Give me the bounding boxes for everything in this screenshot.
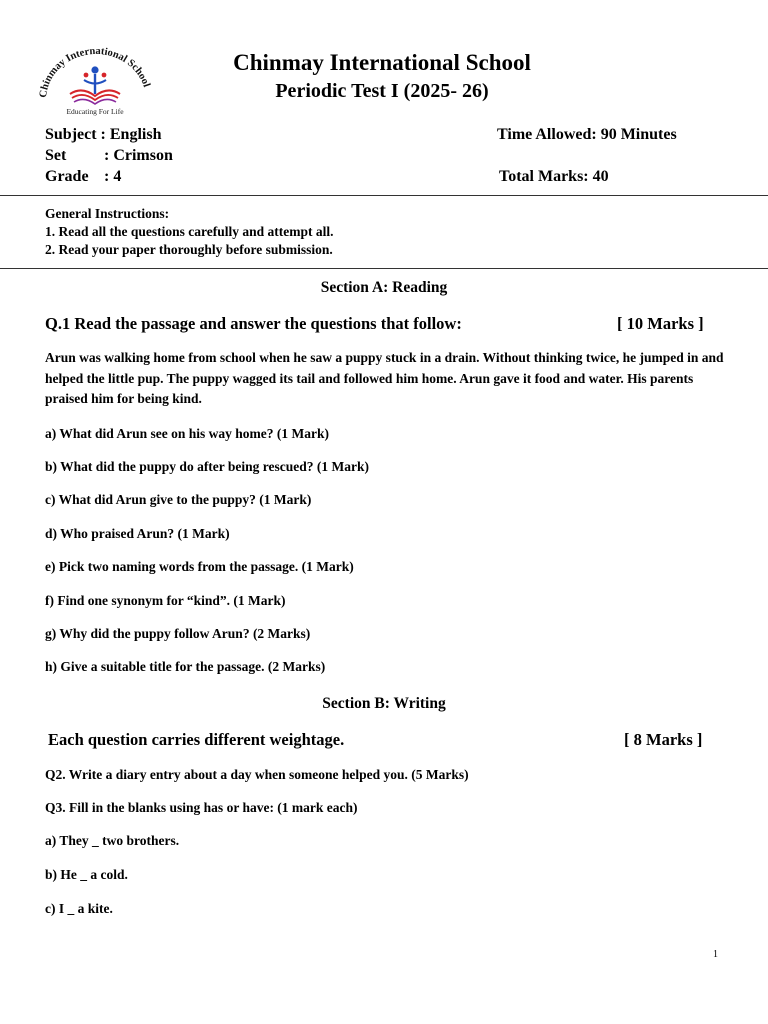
- section-a-title: Section A: Reading: [320, 279, 448, 296]
- page-number: 1: [713, 949, 718, 960]
- q1-subquestion-c: c) What did Arun give to the puppy? (1 Mark): [45, 492, 312, 507]
- q3-text: Q3. Fill in the blanks using has or have: (1 mark each): [45, 800, 358, 815]
- q3-item-a: a) They _ two brothers.: [45, 833, 180, 848]
- subject-line: Subject : English: [45, 126, 162, 143]
- divider-top: [0, 195, 768, 196]
- q1-subquestion-g: g) Why did the puppy follow Arun? (2 Marks): [45, 626, 311, 641]
- logo-tagline: Educating For Life: [66, 107, 124, 116]
- q2-text: Q2. Write a diary entry about a day when someone helped you. (5 Marks): [45, 767, 469, 782]
- q3-item-b: b) He _ a cold.: [45, 867, 128, 882]
- school-name: Chinmay International School: [233, 50, 531, 75]
- q1-marks: [ 10 Marks ]: [617, 314, 704, 333]
- grade-value: : 4: [104, 168, 122, 185]
- time-allowed: Time Allowed: 90 Minutes: [497, 126, 677, 143]
- instruction-item: 2. Read your paper thoroughly before submission.: [45, 242, 333, 257]
- set-label: Set: [45, 147, 67, 164]
- logo-arc-text: Chinmay International School: [37, 45, 152, 99]
- q1-subquestion-f: f) Find one synonym for “kind”. (1 Mark): [45, 593, 286, 608]
- instructions-heading: General Instructions:: [45, 206, 170, 221]
- q3-item-c: c) I _ a kite.: [45, 901, 113, 916]
- instruction-item: 1. Read all the questions carefully and attempt all.: [45, 224, 334, 239]
- q1-subquestion-e: e) Pick two naming words from the passage. (1 Mark): [45, 559, 354, 574]
- q1-subquestion-h: h) Give a suitable title for the passage. (2 Marks): [45, 659, 326, 674]
- test-title: Periodic Test I (2025- 26): [275, 80, 489, 102]
- divider-bottom: [0, 268, 768, 269]
- q1-subquestion-b: b) What did the puppy do after being rescued? (1 Mark): [45, 459, 370, 474]
- section-b-title: Section B: Writing: [322, 695, 446, 712]
- q1-subquestion-d: d) Who praised Arun? (1 Mark): [45, 526, 230, 541]
- section-b-marks: [ 8 Marks ]: [624, 730, 703, 749]
- total-marks: Total Marks: 40: [499, 168, 609, 185]
- q1-heading: Q.1 Read the passage and answer the questions that follow:: [45, 314, 462, 333]
- reading-passage: Arun was walking home from school when he saw a puppy stuck in a drain. Without thinking twice, he jumped in and helped the little pup. The puppy wagged its tail and followed him home. Arun gave it food and water. His parents praised him for being kind.: [45, 350, 724, 406]
- q1-subquestion-a: a) What did Arun see on his way home? (1 Mark): [45, 426, 330, 441]
- grade-label: Grade: [45, 168, 89, 185]
- section-b-heading: Each question carries different weightage.: [48, 730, 345, 749]
- set-value: : Crimson: [104, 147, 173, 164]
